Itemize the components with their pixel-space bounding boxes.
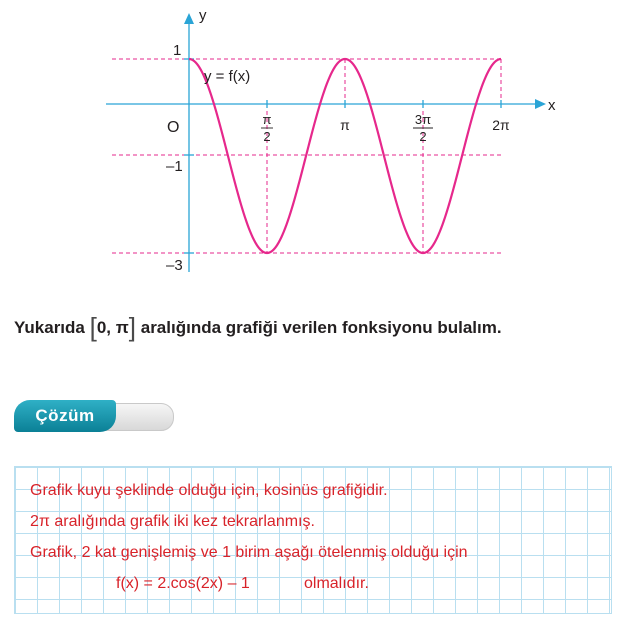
- solution-line-2: 2π aralığında grafik iki kez tekrarlanmış.: [30, 513, 315, 530]
- solution-badge-label: Çözüm: [14, 400, 116, 432]
- y-tick-label-minus3: –3: [166, 257, 183, 274]
- solution-badge: [14, 400, 172, 432]
- bracket-left: [: [89, 312, 97, 342]
- x-tick-half-pi-num: π: [262, 112, 272, 127]
- x-axis-arrow-icon: [535, 99, 546, 109]
- x-tick-pi: π: [340, 117, 350, 133]
- solution-line-3: Grafik, 2 kat genişlemiş ve 1 birim aşağı ötelenmiş olduğu için: [30, 544, 468, 561]
- y-tick-label-minus1: –1: [166, 158, 183, 175]
- x-tick-two-pi: 2π: [492, 117, 510, 133]
- bracket-right: ]: [128, 312, 136, 342]
- y-tick-label-1: 1: [173, 42, 182, 59]
- x-tick-three-half-pi-den: 2: [419, 129, 427, 144]
- function-label: y = f(x): [204, 68, 251, 85]
- origin-label: O: [167, 119, 180, 136]
- x-axis-label: x: [548, 97, 556, 114]
- function-graph: [0, 0, 619, 300]
- y-axis-arrow-icon: [184, 13, 194, 24]
- solution-formula: f(x) = 2.cos(2x) – 1: [116, 575, 250, 592]
- question-after: aralığında grafiği verilen fonksiyonu bulalım.: [140, 318, 502, 337]
- question-before: Yukarıda: [14, 318, 85, 337]
- question-interval: 0, π: [96, 318, 129, 337]
- x-tick-three-half-pi-num: 3π: [414, 112, 432, 127]
- y-axis-label: y: [199, 7, 207, 24]
- question-text: [14, 312, 614, 343]
- solution-line-1: Grafik kuyu şeklinde olduğu için, kosinüs grafiğidir.: [30, 482, 388, 499]
- x-tick-half-pi-den: 2: [263, 129, 271, 144]
- solution-formula-tail: olmalıdır.: [304, 575, 369, 592]
